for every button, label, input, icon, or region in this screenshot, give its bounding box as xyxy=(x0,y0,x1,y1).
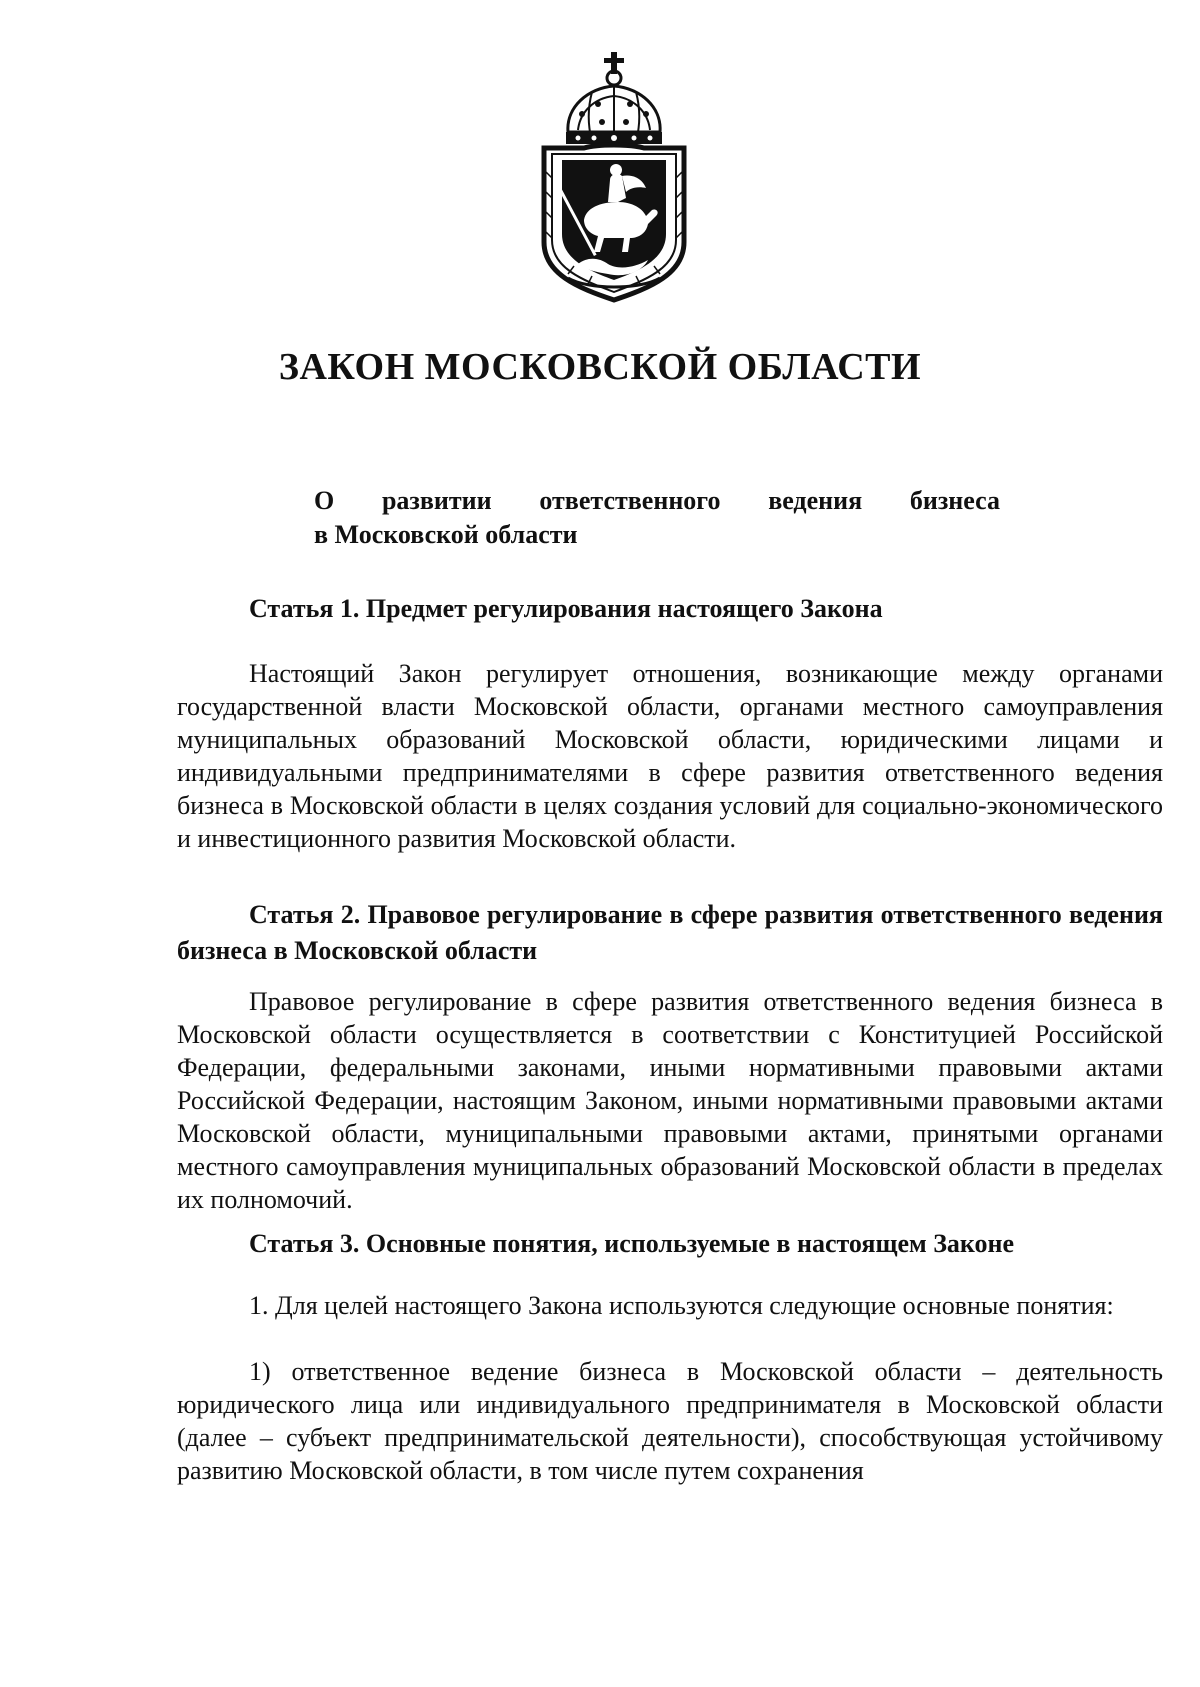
article-2-heading: Статья 2. Правовое регулирование в сфере развития ответственного ведения бизнеса в Московской области xyxy=(177,900,1163,965)
article-2-paragraph: Правовое регулирование в сфере развития ответственного ведения бизнеса в Московской области осуществляется в соответствии с Конституцией Российской Федерации, федеральными законами, иными нормативными правовыми актами Российской Федерации, настоящим Законом, иными нормативными правовыми актами Московской области, муниципальными правовыми актами, принятыми органами местного самоуправления муниципальных образований Московской области в пределах их полномочий. xyxy=(177,987,1163,1214)
article-1-paragraph: Настоящий Закон регулирует отношения, возникающие между органами государственной власти Московской области, органами местного самоуправления муниципальных образований Московской области, юридическими лицами и индивидуальными предпринимателями в сфере развития ответственного ведения бизнеса в Московской области в целях создания условий для социально-экономического и инвестиционного развития Московской области. xyxy=(177,659,1163,853)
law-subject xyxy=(314,484,1000,552)
article-3-heading: Статья 3. Основные понятия, используемые в настоящем Законе xyxy=(249,1229,1015,1258)
article-3-paragraph-2: 1) ответственное ведение бизнеса в Московской области – деятельность юридического лица или индивидуального предпринимателя в Московской области (далее – субъект предпринимательской деятельности), способствующая устойчивому развитию Московской области, в том числе путем сохранения xyxy=(177,1357,1163,1485)
law-subject-word: ответственного xyxy=(539,486,721,515)
law-subject-word: ведения xyxy=(768,486,863,515)
law-subject-line-1 xyxy=(314,484,1000,518)
article-1-heading: Статья 1. Предмет регулирования настоящего Закона xyxy=(249,594,883,623)
document-title: ЗАКОН МОСКОВСКОЙ ОБЛАСТИ xyxy=(278,346,922,388)
law-subject-line-2: в Московской области xyxy=(314,520,578,549)
law-subject-word: бизнеса xyxy=(909,486,1000,515)
article-3-paragraph-1: 1. Для целей настоящего Закона используются следующие основные понятия: xyxy=(249,1291,1114,1320)
law-subject-word: развитии xyxy=(381,486,492,515)
moscow-oblast-coat-of-arms-icon xyxy=(538,52,690,304)
law-subject-word: О xyxy=(314,486,335,515)
